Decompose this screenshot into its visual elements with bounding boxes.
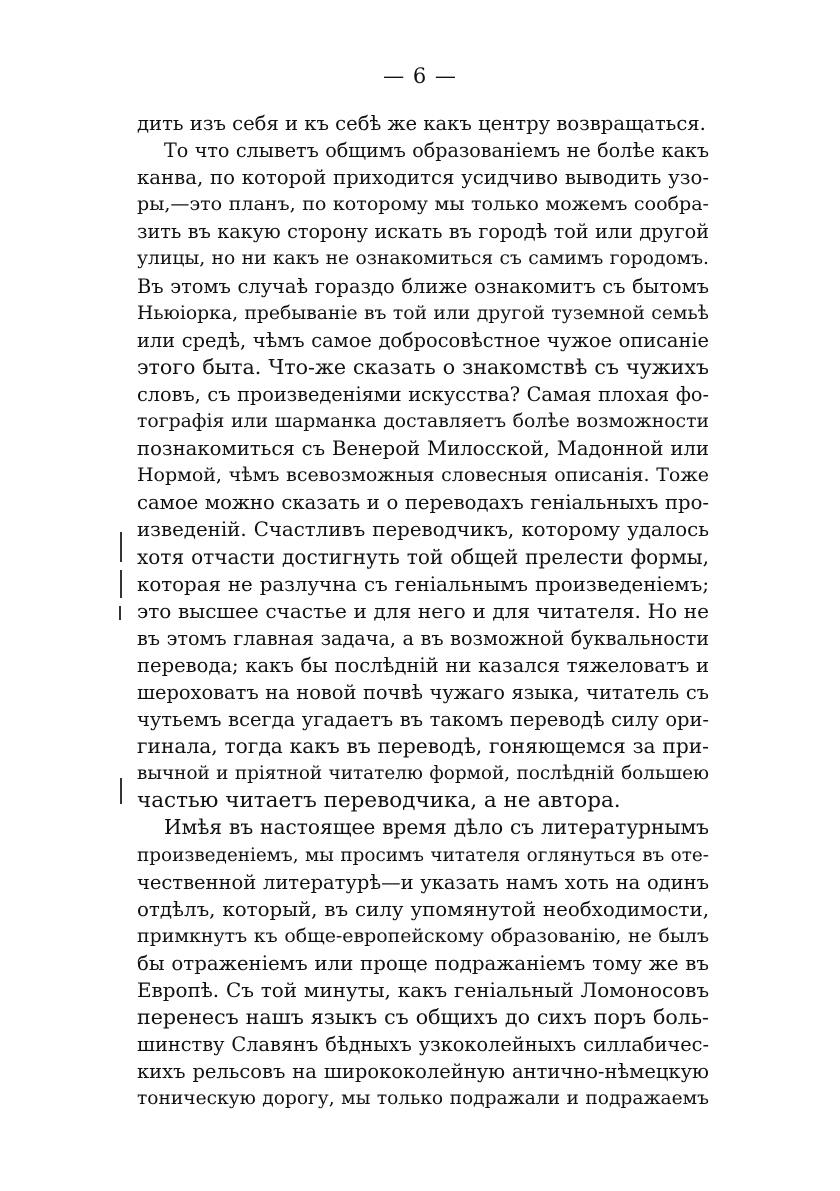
text-line: ры,—это планъ, по которому мы только можемъ сообра- bbox=[137, 193, 709, 216]
text-line: улицы, но ни какъ не ознакомиться съ самимъ городомъ. bbox=[137, 248, 709, 270]
text-line: чутьемъ всегда угадаетъ въ такомъ переводѣ силу ори- bbox=[137, 708, 709, 732]
text-line: кихъ рельсовъ на ширококолейную антично-нѣмецкую bbox=[137, 1060, 709, 1084]
text-line: Нормой, чѣмъ всевозможныя словесныя описанія. Тоже bbox=[137, 464, 709, 487]
text-line: То что слыветъ общимъ образованіемъ не болѣе какъ bbox=[164, 139, 709, 163]
text-line: шероховатъ на новой почвѣ чужаго языка, читатель съ bbox=[137, 680, 709, 704]
text-line: самое можно сказать и о переводахъ геніальныхъ про- bbox=[137, 491, 709, 515]
text-line: тоническую дорогу, мы только подражали и подражаемъ bbox=[137, 1088, 709, 1110]
page-number: — 6 — bbox=[383, 64, 457, 88]
text-line: зить въ какую сторону искать въ городѣ той или другой bbox=[137, 220, 709, 244]
text-line: Имѣя въ настоящее время дѣло съ литературнымъ bbox=[164, 815, 709, 840]
text-line: частью читаетъ переводчика, а не автора. bbox=[137, 788, 621, 814]
text-line: гинала, тогда какъ въ переводѣ, гоняющемся за при- bbox=[137, 734, 709, 759]
margin-mark bbox=[120, 532, 122, 562]
text-line: примкнутъ къ обще-европейскому образованію, не былъ bbox=[137, 924, 709, 947]
margin-mark bbox=[119, 606, 121, 620]
text-line: изведеній. Счастливъ переводчикъ, которому удалось bbox=[137, 518, 709, 542]
text-line: хотя отчасти достигнуть той общей прелести формы, bbox=[137, 544, 709, 569]
text-line: словъ, съ произведеніями искусства? Самая плохая фо- bbox=[137, 382, 709, 406]
body-text bbox=[137, 110, 709, 1112]
text-line: чественной литературѣ—и указать намъ хоть на одинъ bbox=[137, 870, 709, 894]
text-line: тографія или шарманка доставляетъ болѣе возможности bbox=[137, 411, 709, 433]
text-line: Въ этомъ случаѣ гораздо ближе ознакомитъ съ бытомъ bbox=[137, 274, 709, 298]
text-line: въ этомъ главная задача, а въ возможной буквальности bbox=[137, 626, 709, 650]
text-line: Европѣ. Съ той минуты, какъ геніальный Ломоносовъ bbox=[137, 979, 709, 1002]
margin-mark bbox=[120, 570, 122, 598]
text-line: этого быта. Что-же сказать о знакомствѣ съ чужихъ bbox=[137, 354, 709, 379]
text-line: произведеніемъ, мы просимъ читателя оглянуться въ оте- bbox=[137, 844, 709, 866]
text-line: дить изъ себя и къ себѣ же какъ центру возвращаться. bbox=[137, 112, 706, 135]
text-line: шинству Славянъ бѣдныхъ узкоколейныхъ силлабичес- bbox=[137, 1033, 709, 1057]
text-line: которая не разлучна съ геніальнымъ произведеніемъ; bbox=[137, 572, 709, 596]
text-line: бы отраженіемъ или проще подражаніемъ тому же въ bbox=[137, 951, 709, 975]
text-line: вычной и пріятной читателю формой, послѣдній большею bbox=[137, 763, 709, 785]
text-line: перенесъ нашъ языкъ съ общихъ до сихъ поръ боль- bbox=[137, 1005, 709, 1030]
text-line: перевода; какъ бы послѣдній ни казался тяжеловатъ и bbox=[137, 653, 709, 677]
text-line: отдѣлъ, который, въ силу упомянутой необходимости, bbox=[137, 897, 709, 921]
text-line: Ньюіорка, пребываніе въ той или другой туземной семьѣ bbox=[137, 302, 709, 324]
text-line: познакомиться съ Венерой Милосской, Мадонной или bbox=[137, 437, 709, 461]
margin-mark bbox=[120, 778, 122, 804]
text-line: это высшее счастье и для него и для читателя. Но не bbox=[137, 598, 709, 623]
text-line: канва, по которой приходится усидчиво выводить узо- bbox=[137, 166, 709, 190]
text-line: или средѣ, чѣмъ самое добросовѣстное чужое описаніе bbox=[137, 328, 709, 352]
